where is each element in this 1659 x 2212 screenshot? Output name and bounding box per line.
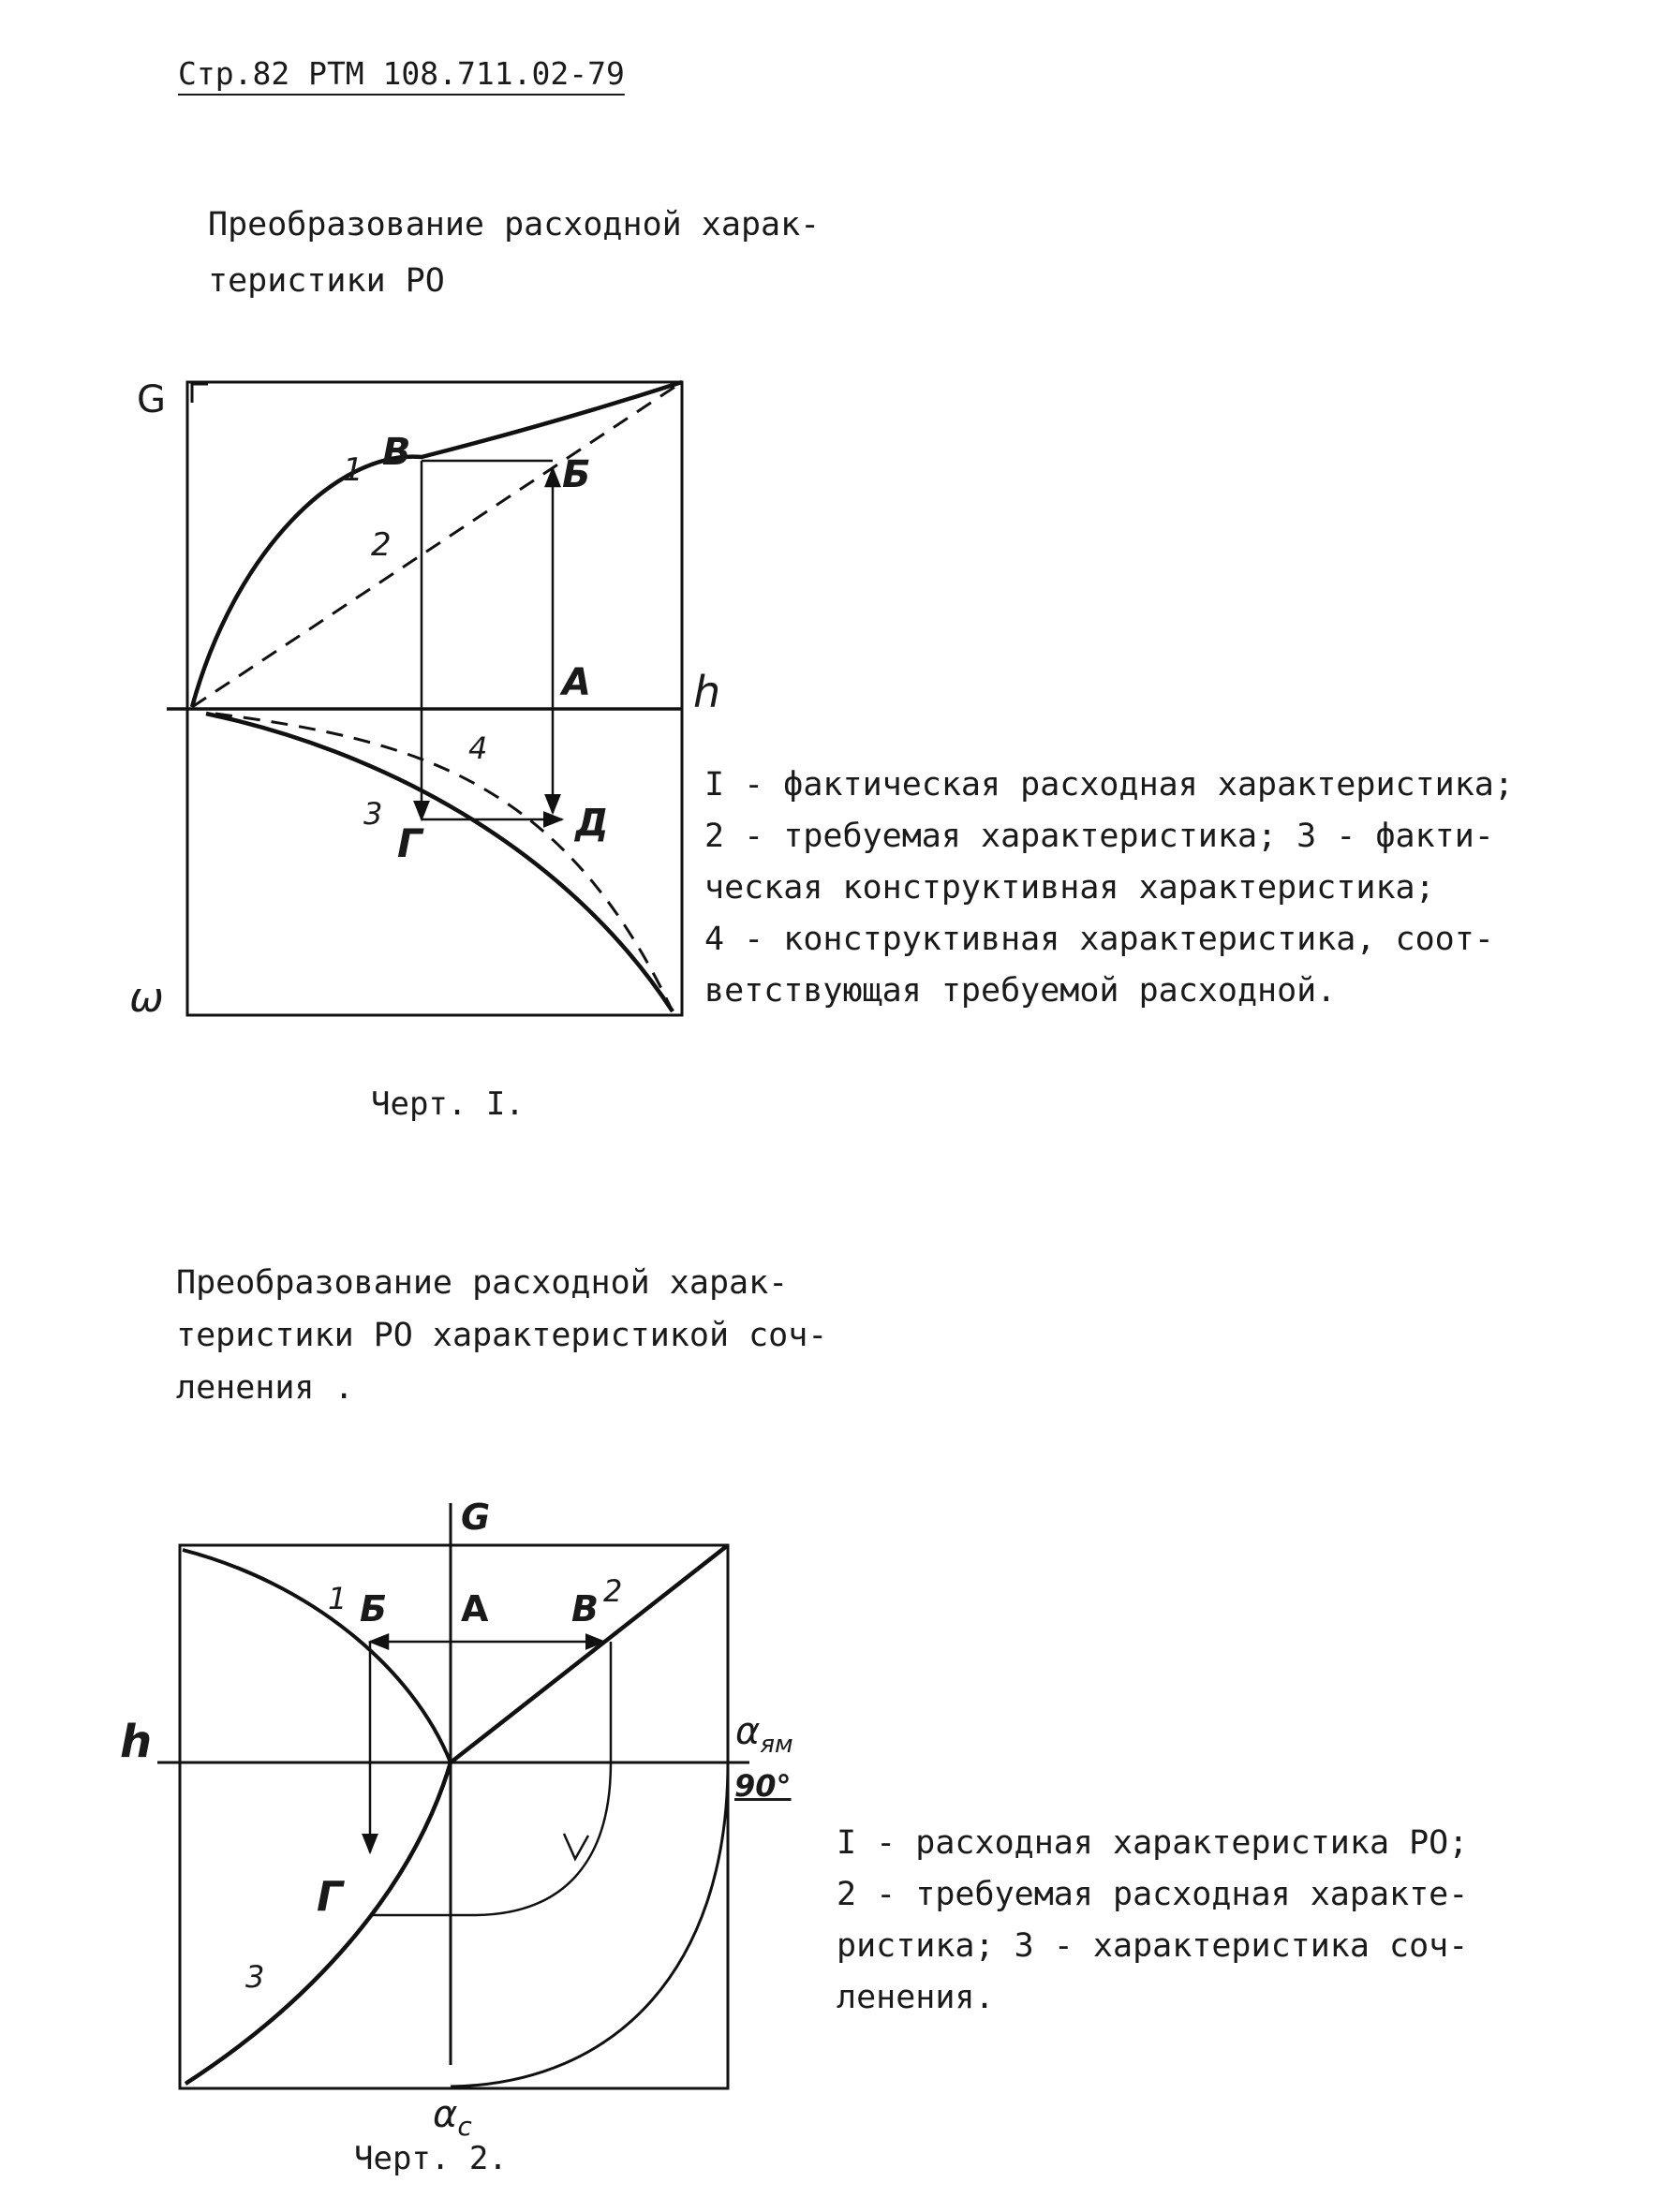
fig1-title-line2: теристики РО (208, 262, 445, 300)
fig2-curve-1-label: 1 (328, 1581, 348, 1616)
fig2-axis-alpha-bottom: $\alpha_с$ (433, 2093, 472, 2142)
fig2-legend-line1: I - расходная характеристика РО; (837, 1824, 1469, 1862)
fig1-point-a: А (562, 661, 591, 704)
fig1-curve-4-label: 4 (468, 730, 488, 766)
fig1-point-b: Б (562, 453, 591, 496)
fig2-curve-3-label: 3 (245, 1959, 265, 1995)
fig1-legend-line3: ческая конструктивная характеристика; (704, 869, 1435, 907)
fig2-title-line1: Преобразование расходной харак- (176, 1264, 789, 1302)
fig1-point-g: Г (397, 820, 422, 866)
fig1-axis-h: h (693, 667, 721, 717)
fig1-point-d: Д (575, 802, 609, 845)
fig2-curve-3 (185, 1762, 451, 2084)
fig1-curve-2-label: 2 (371, 526, 392, 564)
fig2-deg90: 90° (734, 1768, 792, 1804)
fig2-curve-2-label: 2 (603, 1573, 623, 1609)
fig2-axis-h: h (120, 1716, 153, 1768)
fig2-curve-1 (183, 1550, 451, 1762)
fig2-title-line3: ленения . (176, 1369, 354, 1407)
fig1-axis-g: G (137, 378, 166, 421)
fig2-axis-alpha-bottom-sub: с (457, 2111, 472, 2142)
fig2-point-v: В (571, 1588, 599, 1630)
fig2-point-b: Б (360, 1588, 387, 1630)
fig2-axis-alpha-right: $\alpha_{ям}$ (735, 1710, 793, 1759)
fig1-legend-line5: ветствующая требуемой расходной. (704, 972, 1337, 1010)
fig1-point-v: В (382, 431, 411, 474)
page-header: Стр.82 РТМ 108.711.02-79 (178, 55, 625, 92)
fig2-axis-alpha-right-sub: ям (760, 1731, 793, 1759)
fig1-curve-1-label: 1 (343, 451, 363, 489)
fig2-legend-line3: ристика; 3 - характеристика соч- (837, 1927, 1469, 1965)
fig2-legend-line4: ленения. (837, 1979, 995, 2016)
fig2-curve-2 (451, 1545, 728, 1762)
fig2-legend-line2: 2 - требуемая расходная характе- (837, 1876, 1469, 1913)
fig2-axis-g: G (461, 1497, 491, 1538)
fig2-arc-outer (451, 1762, 728, 2087)
fig1-legend-line4: 4 - конструктивная характеристика, соот- (704, 921, 1494, 958)
fig2-title-line2: теристики РО характеристикой соч- (176, 1317, 828, 1354)
fig2-arc-arrow (564, 1834, 588, 1859)
fig2-caption: Черт. 2. (354, 2140, 508, 2177)
fig1-legend-line2: 2 - требуемая характеристика; 3 - факти- (704, 818, 1494, 855)
fig2-point-a: А (461, 1588, 489, 1630)
fig2-point-g: Г (317, 1873, 344, 1921)
fig1-title-line1: Преобразование расходной харак- (208, 206, 821, 243)
fig1-caption: Черт. I. (371, 1085, 525, 1123)
fig1-legend-line1: I - фактическая расходная характеристика; (704, 766, 1514, 804)
fig1-axis-omega: ω (129, 974, 164, 1022)
fig1-curve-3-label: 3 (363, 796, 383, 832)
fig2-line-vg (370, 1642, 611, 1915)
